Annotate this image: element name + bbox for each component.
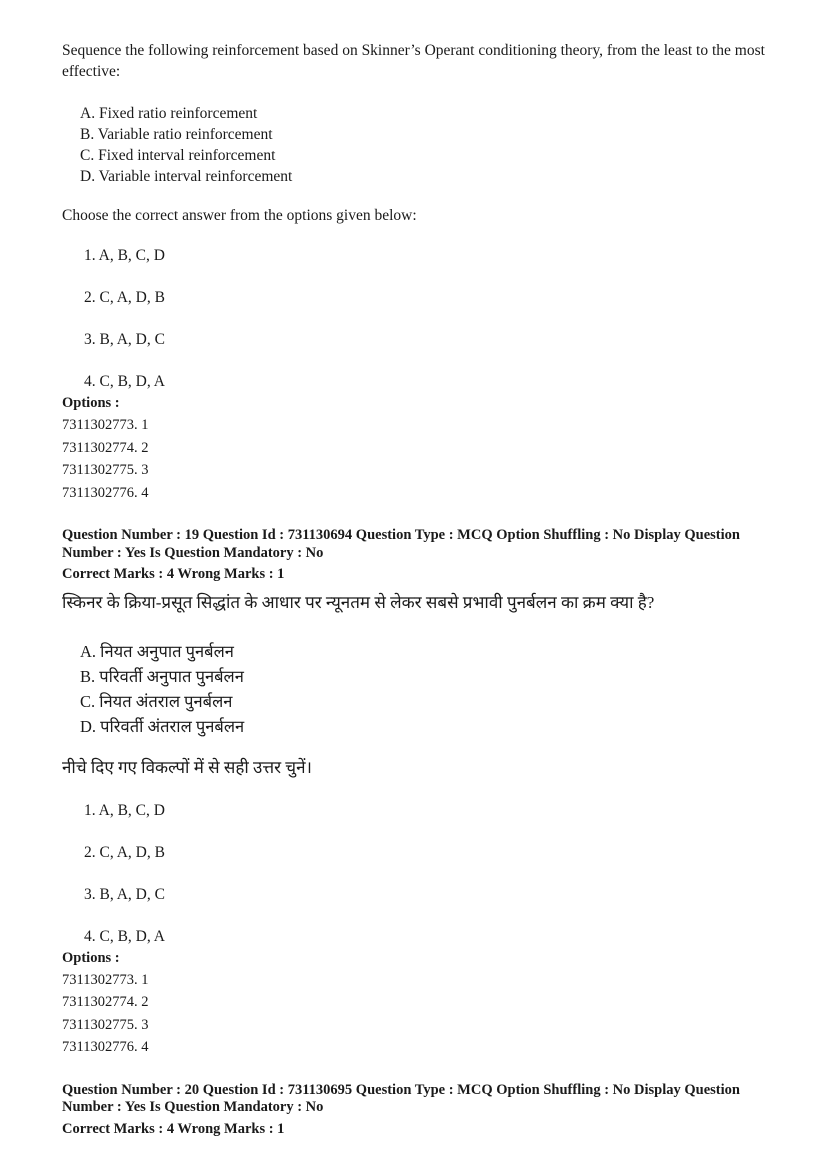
option-id-row: 7311302776. 4	[62, 1039, 149, 1055]
english-answer-choices	[84, 245, 778, 392]
answer-choice-3: 3. B, A, D, C	[84, 331, 165, 348]
english-question-text: Sequence the following reinforcement based on Skinner’s Operant conditioning theory, from the least to the most effective:	[62, 42, 765, 80]
english-item-d: D. Variable interval reinforcement	[80, 168, 293, 185]
options-label: Options :	[62, 395, 120, 411]
english-instruction: Choose the correct answer from the options given below:	[62, 207, 417, 224]
hindi-answer-choices	[84, 800, 778, 947]
question-20-marks: Correct Marks : 4 Wrong Marks : 1	[62, 1120, 285, 1137]
english-item-a: A. Fixed ratio reinforcement	[80, 105, 258, 122]
hindi-instruction: नीचे दिए गए विकल्पों में से सही उत्तर चुनें।	[62, 757, 312, 777]
question-19-marks: Correct Marks : 4 Wrong Marks : 1	[62, 566, 285, 582]
answer-choice-1: 1. A, B, C, D	[84, 247, 165, 264]
answer-choice-4: 4. C, B, D, A	[84, 373, 165, 390]
question-19-meta	[62, 527, 778, 584]
option-id-row: 7311302776. 4	[62, 484, 149, 501]
option-id-row: 7311302775. 3	[62, 462, 149, 478]
hindi-item-list	[80, 639, 778, 739]
answer-choice-2: 2. C, A, D, B	[84, 289, 165, 306]
english-item-b: B. Variable ratio reinforcement	[80, 126, 273, 143]
hindi-question-text: स्किनर के क्रिया-प्रसूत सिद्धांत के आधार पर न्यूनतम से लेकर सबसे प्रभावी पुनर्बलन का क्रम क्या है?	[62, 592, 655, 612]
hindi-item-d: D. परिवर्ती अंतराल पुनर्बलन	[80, 716, 245, 736]
question-19-meta-header: Question Number : 19 Question Id : 731130694 Question Type : MCQ Option Shuffling : No Display Question Number : Yes Is Question Mandatory : No	[62, 527, 740, 561]
options-id-block-1	[62, 393, 778, 504]
answer-choice-2: 2. C, A, D, B	[84, 843, 165, 861]
question-20-meta	[62, 1082, 778, 1139]
hindi-item-a: A. नियत अनुपात पुनर्बलन	[80, 641, 234, 661]
option-id-row: 7311302773. 1	[62, 971, 149, 988]
hindi-item-c: C. नियत अंतराल पुनर्बलन	[80, 691, 233, 711]
answer-choice-4: 4. C, B, D, A	[84, 927, 165, 945]
answer-choice-1: 1. A, B, C, D	[84, 801, 165, 819]
english-item-list	[80, 103, 778, 187]
english-item-c: C. Fixed interval reinforcement	[80, 147, 276, 164]
option-id-row: 7311302774. 2	[62, 439, 149, 456]
answer-choice-3: 3. B, A, D, C	[84, 885, 165, 903]
option-id-row: 7311302773. 1	[62, 417, 149, 433]
option-id-row: 7311302775. 3	[62, 1016, 149, 1033]
option-id-row: 7311302774. 2	[62, 994, 149, 1010]
options-label: Options :	[62, 949, 120, 966]
hindi-item-b: B. परिवर्ती अनुपात पुनर्बलन	[80, 666, 244, 686]
question-20-meta-header: Question Number : 20 Question Id : 731130695 Question Type : MCQ Option Shuffling : No Display Question Number : Yes Is Question Mandatory : No	[62, 1081, 740, 1115]
options-id-block-2	[62, 948, 778, 1059]
